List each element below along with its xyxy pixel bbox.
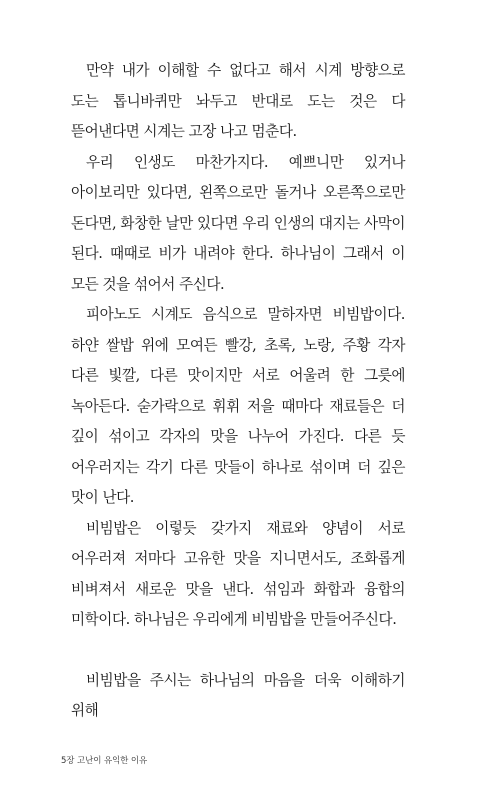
paragraph-bibimbap-harmony: 비빔밥은 이렇듯 갖가지 재료와 양념이 서로 어우러져 저마다 고유한 맛을 지니면서도, 조화롭게 비벼져서 새로운 맛을 낸다. 섞임과 화합과 융합의 미학이다. 하나님은 우리에게 비빔밥을 만들어주신다. xyxy=(71,519,405,628)
running-footer: 5장 고난이 유익한 이유 xyxy=(61,756,148,766)
paragraph-gap xyxy=(71,636,405,666)
paragraph-closing: 비빔밥을 주시는 하나님의 마음을 더욱 이해하기 위해 xyxy=(71,671,405,719)
paragraph-clockwork: 만약 내가 이해할 수 없다고 해서 시계 방향으로 도는 톱니바퀴만 놔두고 반대로 도는 것은 다 뜯어낸다면 시계는 고장 나고 멈춘다. xyxy=(71,62,405,140)
paragraph-bibimbap-analogy: 피아노도 시계도 음식으로 말하자면 비빔밥이다. 하얀 쌀밥 위에 모여든 빨강, 초록, 노랑, 주황 각자 다른 빛깔, 다른 맛이지만 서로 어울려 한 그릇에 녹아든다. 숟가락으로 휘휘 저을 때마다 재료들은 더 깊이 섞이고 각자의 맛을 나누어 가진다. 다른 듯 어우러지는 각기 다른 맛들이 하나로 섞이며 더 깊은 맛이 난다. xyxy=(71,306,405,506)
paragraph-life: 우리 인생도 마찬가지다. 예쁘니만 있거나 아이보리만 있다면, 왼쪽으로만 돌거나 오른쪽으로만 돈다면, 화창한 날만 있다면 우리 인생의 대지는 사막이 된다. 때때로 비가 내려야 한다. 하나님이 그래서 이 모든 것을 섞어서 주신다. xyxy=(71,153,405,293)
body-text xyxy=(71,56,405,727)
